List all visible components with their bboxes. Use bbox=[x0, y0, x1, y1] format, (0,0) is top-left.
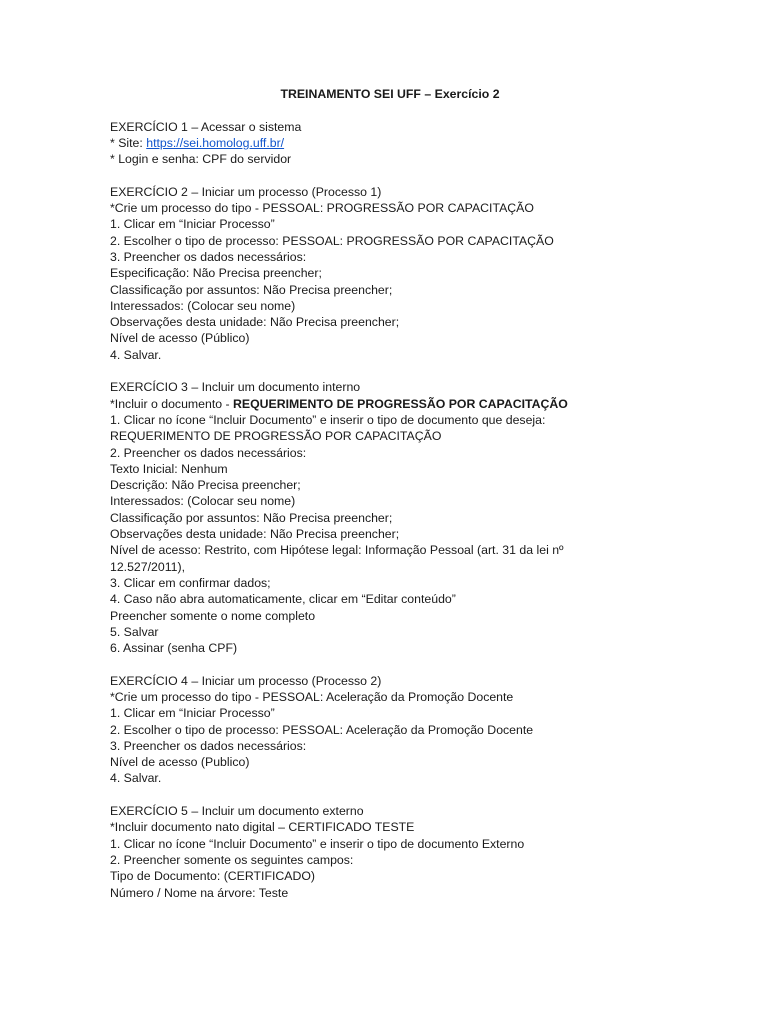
exercise-4-line: 2. Escolher o tipo de processo: PESSOAL: Aceleração da Promoção Docente bbox=[110, 722, 534, 737]
exercise-3-line: Texto Inicial: Nenhum bbox=[110, 461, 228, 476]
site-label: * Site: bbox=[110, 135, 147, 150]
login-line: * Login e senha: CPF do servidor bbox=[110, 152, 292, 167]
exercise-3-line: Descrição: Não Precisa preencher; bbox=[110, 478, 301, 493]
exercise-2 bbox=[110, 184, 670, 363]
exercise-1-heading: EXERCÍCIO 1 – Acessar o sistema bbox=[110, 119, 302, 134]
exercise-4-line: *Crie um processo do tipo - PESSOAL: Aceleração da Promoção Docente bbox=[110, 689, 514, 704]
exercise-3 bbox=[110, 379, 670, 656]
site-line bbox=[110, 135, 670, 151]
exercise-3-line: 12.527/2011), bbox=[110, 559, 185, 574]
exercise-5-heading: EXERCÍCIO 5 – Incluir um documento externo bbox=[110, 804, 364, 819]
exercise-2-line: Especificação: Não Precisa preencher; bbox=[110, 266, 322, 281]
exercise-4-line: 3. Preencher os dados necessários: bbox=[110, 738, 307, 753]
exercise-3-line: Preencher somente o nome completo bbox=[110, 608, 316, 623]
exercise-2-line: 1. Clicar em “Iniciar Processo” bbox=[110, 217, 275, 232]
exercise-3-line: 2. Preencher os dados necessários: bbox=[110, 445, 307, 460]
exercise-3-line: Observações desta unidade: Não Precisa preencher; bbox=[110, 527, 400, 542]
exercise-3-intro-bold: REQUERIMENTO DE PROGRESSÃO POR CAPACITAÇÃO bbox=[233, 396, 568, 411]
exercise-3-intro-text: *Incluir o documento - bbox=[110, 396, 234, 411]
exercise-3-line: Interessados: (Colocar seu nome) bbox=[110, 494, 296, 509]
document-title: TREINAMENTO SEI UFF – Exercício 2 bbox=[280, 87, 500, 101]
exercise-2-line: Nível de acesso (Público) bbox=[110, 331, 250, 346]
exercise-4 bbox=[110, 673, 670, 787]
exercise-2-line: Interessados: (Colocar seu nome) bbox=[110, 298, 296, 313]
exercise-5-line: 2. Preencher somente os seguintes campos: bbox=[110, 852, 354, 867]
exercise-4-heading: EXERCÍCIO 4 – Iniciar um processo (Processo 2) bbox=[110, 673, 382, 688]
exercise-3-intro bbox=[110, 396, 670, 412]
site-link[interactable]: https://sei.homolog.uff.br/ bbox=[146, 135, 285, 150]
exercise-2-line: 2. Escolher o tipo de processo: PESSOAL: PROGRESSÃO POR CAPACITAÇÃO bbox=[110, 233, 554, 248]
exercise-4-line: 4. Salvar. bbox=[110, 771, 162, 786]
exercise-5-line: Tipo de Documento: (CERTIFICADO) bbox=[110, 869, 316, 884]
exercise-2-heading: EXERCÍCIO 2 – Iniciar um processo (Processo 1) bbox=[110, 184, 382, 199]
exercise-1 bbox=[110, 119, 670, 168]
exercise-2-line: Classificação por assuntos: Não Precisa preencher; bbox=[110, 282, 393, 297]
exercise-3-line: 4. Caso não abra automaticamente, clicar em “Editar conteúdo” bbox=[110, 592, 456, 607]
exercise-5-line: 1. Clicar no ícone “Incluir Documento” e inserir o tipo de documento Externo bbox=[110, 836, 525, 851]
exercise-5-line: *Incluir documento nato digital – CERTIFICADO TESTE bbox=[110, 820, 415, 835]
document-body bbox=[110, 86, 670, 917]
exercise-3-heading: EXERCÍCIO 3 – Incluir um documento interno bbox=[110, 380, 361, 395]
exercise-2-line: *Crie um processo do tipo - PESSOAL: PROGRESSÃO POR CAPACITAÇÃO bbox=[110, 201, 534, 216]
exercise-3-line: 6. Assinar (senha CPF) bbox=[110, 641, 238, 656]
exercise-2-line: 4. Salvar. bbox=[110, 347, 162, 362]
exercise-4-line: Nível de acesso (Publico) bbox=[110, 755, 250, 770]
exercise-4-line: 1. Clicar em “Iniciar Processo” bbox=[110, 706, 275, 721]
exercise-5 bbox=[110, 803, 670, 901]
exercise-3-line: 3. Clicar em confirmar dados; bbox=[110, 575, 271, 590]
exercise-3-line: 1. Clicar no ícone “Incluir Documento” e inserir o tipo de documento que deseja: bbox=[110, 412, 546, 427]
exercise-2-line: 3. Preencher os dados necessários: bbox=[110, 249, 307, 264]
exercise-3-line: Classificação por assuntos: Não Precisa preencher; bbox=[110, 510, 393, 525]
exercise-5-line: Número / Nome na árvore: Teste bbox=[110, 885, 289, 900]
exercise-3-line: 5. Salvar bbox=[110, 624, 159, 639]
exercise-3-line: REQUERIMENTO DE PROGRESSÃO POR CAPACITAÇÃO bbox=[110, 429, 442, 444]
exercise-3-line: Nível de acesso: Restrito, com Hipótese legal: Informação Pessoal (art. 31 da lei nº bbox=[110, 543, 564, 558]
exercise-2-line: Observações desta unidade: Não Precisa preencher; bbox=[110, 315, 400, 330]
